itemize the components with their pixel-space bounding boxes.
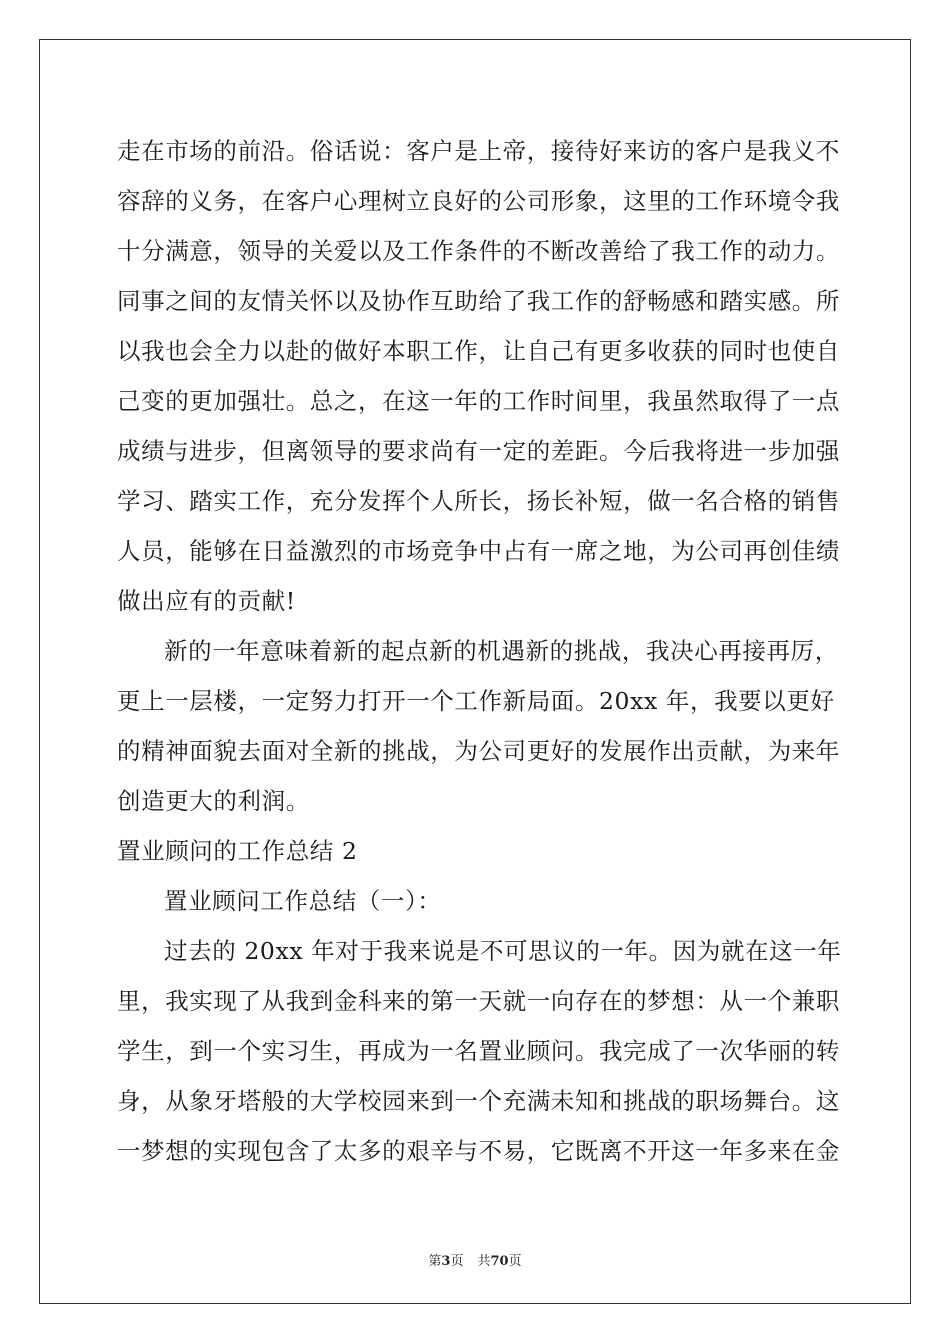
text-line: 里，我实现了从我到金科来的第一天就一向存在的梦想：从一个兼职: [117, 987, 840, 1015]
document-body: [117, 126, 842, 1176]
text-line: 学习、踏实工作，充分发挥个人所长，扬长补短，做一名合格的销售: [117, 487, 840, 515]
text-line: 一梦想的实现包含了太多的艰辛与不易，它既离不开这一年多来在金: [117, 1137, 840, 1165]
text-line: 以我也会全力以赴的做好本职工作，让自己有更多收获的同时也使自: [117, 337, 840, 365]
text-line: 新的一年意味着新的起点新的机遇新的挑战，我决心再接再厉，: [164, 637, 839, 665]
text-line: 走在市场的前沿。俗话说：客户是上帝，接待好来访的客户是我义不: [117, 137, 840, 165]
page-prefix: 第: [428, 1254, 442, 1269]
text-line: 己变的更加强壮。总之，在这一年的工作时间里，我虽然取得了一点: [117, 387, 840, 415]
text-line: 容辞的义务，在客户心理树立良好的公司形象，这里的工作环境令我: [117, 187, 840, 215]
subsection-heading: 置业顾问工作总结（一）：: [164, 887, 442, 915]
text-line: 人员，能够在日益激烈的市场竞争中占有一席之地，为公司再创佳绩: [117, 537, 840, 565]
text-line: 十分满意，领导的关爱以及工作条件的不断改善给了我工作的动力。: [117, 237, 840, 265]
total-prefix: 共: [477, 1254, 491, 1269]
section-heading: 置业顾问的工作总结 2: [117, 837, 358, 865]
text-line: 做出应有的贡献!: [117, 587, 296, 615]
page-suffix: 页: [450, 1254, 464, 1269]
page-number: 3: [441, 1254, 451, 1269]
text-line: 学生，到一个实习生，再成为一名置业顾问。我完成了一次华丽的转: [117, 1037, 840, 1065]
page-footer: [0, 1250, 950, 1269]
text-line: 过去的 20xx 年对于我来说是不可思议的一年。因为就在这一年: [164, 937, 842, 965]
text-line: 身，从象牙塔般的大学校园来到一个充满未知和挑战的职场舞台。这: [117, 1087, 840, 1115]
total-suffix: 页: [508, 1254, 522, 1269]
text-line: 同事之间的友情关怀以及协作互助给了我工作的舒畅感和踏实感。所: [117, 287, 840, 315]
text-line: 成绩与进步，但离领导的要求尚有一定的差距。今后我将进一步加强: [117, 437, 840, 465]
text-line: 的精神面貌去面对全新的挑战，为公司更好的发展作出贡献，为来年: [117, 737, 840, 765]
total-pages: 70: [490, 1254, 509, 1269]
text-line: 更上一层楼，一定努力打开一个工作新局面。20xx 年，我要以更好: [117, 687, 835, 715]
text-line: 创造更大的利润。: [117, 787, 310, 815]
